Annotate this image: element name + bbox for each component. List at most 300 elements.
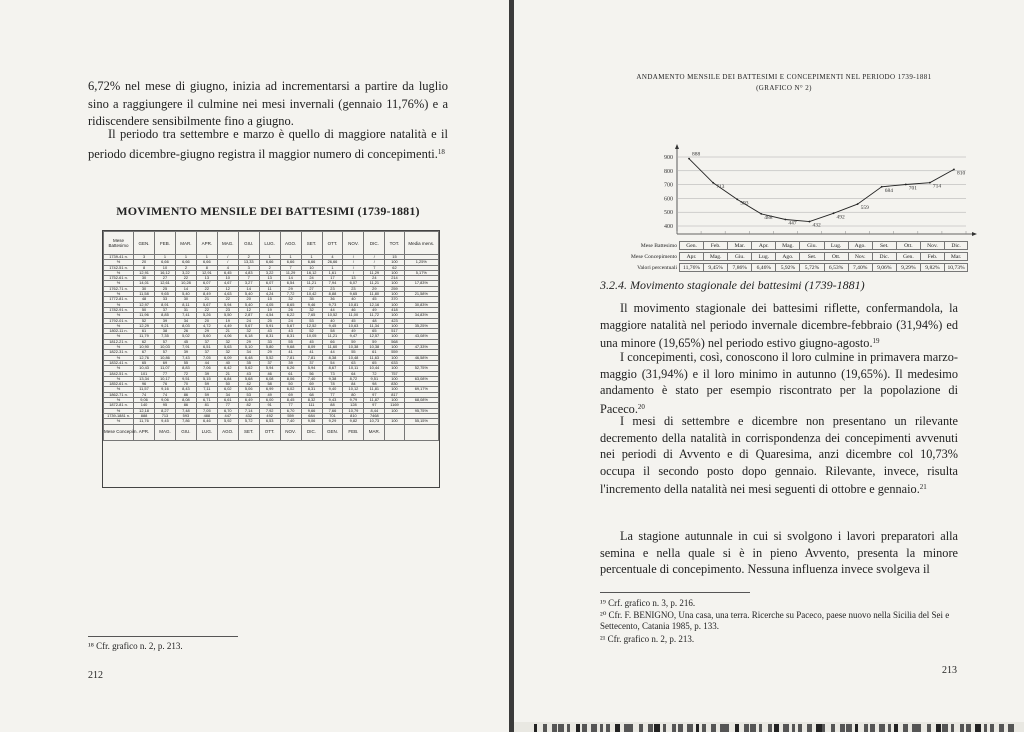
table-cell: 7,92 (259, 408, 280, 413)
strip-mark (591, 724, 597, 732)
table-cell: 100 (385, 323, 404, 328)
strip-mark (768, 724, 772, 732)
y-tick-label: 600 (664, 196, 673, 203)
table-cell: 59 (196, 392, 217, 397)
table-cell: 4,49 (217, 323, 238, 328)
table-cell: 39 (280, 360, 301, 365)
table-cell: APR. (196, 232, 217, 255)
table-cell: 77 (217, 403, 238, 408)
table-cell: 21 (217, 371, 238, 376)
table-cell: 2 (175, 265, 196, 270)
table-title: MOVIMENTO MENSILE DEI BATTESIMI (1739-1881) (116, 204, 420, 218)
table-cell: 77 (280, 403, 301, 408)
table-cell: 8,91 (155, 302, 176, 307)
table-cell: 810 (343, 413, 364, 418)
table-cell: 49 (364, 307, 385, 312)
table-cell: 5,94 (259, 366, 280, 371)
table-cell: 84 (343, 382, 364, 387)
table-cell: 10 (155, 265, 176, 270)
table-cell: APR. (134, 424, 155, 440)
table-cell: 53 (301, 318, 322, 323)
table-cell: 757 (385, 371, 404, 376)
table-cell: 6,07 (196, 281, 217, 286)
table-cell: 24 (238, 318, 259, 323)
data-point (784, 219, 786, 221)
table-cell: 6,70 (217, 408, 238, 413)
strip-mark (822, 724, 825, 732)
table-cell: 8,88 (322, 292, 343, 297)
right-paragraph-1-text: Il movimento stagionale dei battesimi riflette, confermandola, la maggiore natalità nel periodo invernale dicembre-febbraio (31,94%) ed una minore (19,65%) nel periodo estivo giugno-agosto. (600, 301, 958, 351)
table-cell: 56 (301, 371, 322, 376)
table-cell: 10,86 (155, 355, 176, 360)
table-cell: 16,12 (155, 270, 176, 275)
table-cell: 701 (322, 413, 343, 418)
table-cell: 14 (280, 276, 301, 281)
table-cell: 11,80 (364, 292, 385, 297)
chart-table-cell: 5,92% (775, 263, 799, 272)
table-cell: 5,40 (175, 292, 196, 297)
table-cell: 6,66 (175, 260, 196, 265)
table-cell: 11,34 (364, 323, 385, 328)
strip-mark (744, 724, 749, 732)
chart-title-line-1: ANDAMENTO MENSILE DEI BATTESIMI E CONCEPIMENTI NEL PERIODO 1739-1881 (636, 73, 932, 81)
data-point (688, 158, 690, 160)
table-cell: 10 (301, 265, 322, 270)
table-cell: 6,70 (280, 408, 301, 413)
table-cell: 4,72 (196, 323, 217, 328)
table-cell: 6,02 (280, 387, 301, 392)
strip-mark (792, 724, 795, 732)
table-cell: 7,41 (175, 313, 196, 318)
strip-mark (984, 724, 987, 732)
table-cell: SET. (301, 232, 322, 255)
table-cell: 7,11 (196, 387, 217, 392)
table-cell: 74 (134, 392, 155, 397)
table-cell: 8,83 (175, 366, 196, 371)
chart-table-cell: Nov. (920, 241, 944, 250)
table-cell: 11,96 (134, 313, 155, 318)
table-cell: 29 (280, 286, 301, 291)
table-cell: 12,61 (155, 281, 176, 286)
table-cell: MAG. (217, 232, 238, 255)
chart-table-cell: Mag. (703, 252, 727, 261)
table-cell: 1812-21 n. (104, 339, 134, 344)
table-cell: 2 (238, 255, 259, 260)
table-cell: 5,60 (196, 334, 217, 339)
table-cell: 5,02 (175, 334, 196, 339)
table-cell: 11,21 (322, 334, 343, 339)
table-cell: 5,40 (238, 292, 259, 297)
table-cell: 5,94 (217, 302, 238, 307)
table-cell: 77 (155, 371, 176, 376)
x-axis-arrow (972, 232, 977, 236)
table-cell: Mese Concepim. (104, 424, 134, 440)
table-cell: 7,14 (238, 408, 259, 413)
table-cell: 100 (385, 366, 404, 371)
chart-table-cell: Giu. (727, 252, 751, 261)
table-cell: 11,63 (364, 355, 385, 360)
table-cell: 34 (238, 350, 259, 355)
table-cell: 65 (134, 360, 155, 365)
table-cell: / (343, 270, 364, 275)
table-cell: 69 (301, 382, 322, 387)
data-point (881, 186, 883, 188)
strip-mark (864, 724, 868, 732)
chart-table-cell: 9,45% (703, 263, 727, 272)
table-cell: 32 (217, 350, 238, 355)
table-cell: 593 (175, 413, 196, 418)
strip-mark (870, 724, 875, 732)
chart-table-cell: 6,53% (824, 263, 848, 272)
table-cell: 30 (175, 297, 196, 302)
table-cell: 11,29 (280, 270, 301, 275)
strip-mark (855, 724, 858, 732)
table-cell: 7,81 (301, 355, 322, 360)
table-cell: 72 (364, 371, 385, 376)
strip-mark (990, 724, 994, 732)
table-cell: 34,83% (404, 313, 438, 318)
data-point (760, 213, 762, 215)
table-cell: 11,58 (134, 292, 155, 297)
strip-mark (615, 724, 620, 732)
table-cell: 52 (134, 318, 155, 323)
table-cell: 58 (322, 329, 343, 334)
table-cell: 9,06 (134, 398, 155, 403)
chart-table-row (614, 262, 969, 273)
table-cell: 6,61 (217, 398, 238, 403)
table-cell: % (104, 345, 134, 350)
table-cell: 10,73 (364, 419, 385, 424)
table-cell: 43,08% (404, 334, 438, 339)
table-cell: 7,91 (175, 345, 196, 350)
table-cell: 4 (322, 255, 343, 260)
table-cell: 5,80 (259, 345, 280, 350)
table-cell: 12 (238, 307, 259, 312)
table-cell: 61 (364, 350, 385, 355)
y-tick-label: 800 (664, 168, 673, 175)
table-cell: 40 (322, 318, 343, 323)
table-cell: 55 (175, 360, 196, 365)
table-cell: 47,33% (404, 345, 438, 350)
table-cell: 55 (343, 350, 364, 355)
table-cell: 7,05 (196, 408, 217, 413)
table-cell: 559 (280, 413, 301, 418)
table-cell: 6,42 (217, 366, 238, 371)
table-cell: 8,72 (343, 376, 364, 381)
table-cell: 1872-81 n. (104, 403, 134, 408)
data-label: 701 (908, 185, 918, 192)
strip-mark (552, 724, 557, 732)
chart-table-cell: 7,40% (848, 263, 872, 272)
strip-mark (975, 724, 981, 732)
table-cell: 1,25% (404, 260, 438, 265)
table-cell: 66 (322, 339, 343, 344)
table-cell: 29 (364, 286, 385, 291)
chart-table-cell: 10,73% (944, 263, 968, 272)
table-cell: 20 (196, 318, 217, 323)
chart-table-cell: Mar. (944, 252, 968, 261)
strip-mark (759, 724, 762, 732)
strip-mark (654, 724, 660, 732)
table-cell: 52,75% (404, 366, 438, 371)
table-cell: 8,49 (196, 292, 217, 297)
footnote-20: ²⁰ Cfr. F. BENIGNO, Una casa, una terra. Ricerche su Paceco, paese nuovo nella Sicilia del Sei e Settecento, Catania 1985, p. 133. (600, 610, 950, 631)
section-title: 3.2.4. Movimento stagionale dei battesimi (1739-1881) (600, 278, 865, 292)
table-cell: % (104, 387, 134, 392)
table-cell: 32 (301, 307, 322, 312)
strip-mark (576, 724, 580, 732)
strip-mark (894, 724, 898, 732)
table-cell: 21 (196, 297, 217, 302)
table-cell: 1772-81 n. (104, 297, 134, 302)
table-cell: / (364, 255, 385, 260)
table-cell: 76 (155, 382, 176, 387)
table-cell: 57 (155, 350, 176, 355)
table-cell: 1852-61 n. (104, 382, 134, 387)
table-cell: 49 (259, 392, 280, 397)
table-cell: 5,06 (238, 387, 259, 392)
table-cell: 13 (259, 276, 280, 281)
table-cell: 80 (343, 392, 364, 397)
table-cell: 100 (385, 302, 404, 307)
table-cell: 5,40 (238, 302, 259, 307)
data-label: 593 (740, 200, 749, 207)
table-cell: 5,67 (280, 323, 301, 328)
table-cell: 25 (155, 286, 176, 291)
table-cell: 447 (217, 413, 238, 418)
table-cell: 559 (385, 350, 404, 355)
table-cell: 20 (238, 297, 259, 302)
strip-mark (630, 724, 633, 732)
table-cell: 4,06 (217, 334, 238, 339)
chart-table-row-label: Mese Concepimento (630, 253, 677, 260)
table-cell: 1 (259, 255, 280, 260)
table-cell: 1762-71 n. (104, 286, 134, 291)
table-cell: 1802-11 n. (104, 329, 134, 334)
table-cell: 100 (385, 270, 404, 275)
table-cell: 24 (364, 276, 385, 281)
table-cell: 61 (134, 329, 155, 334)
table-cell: 97 (364, 403, 385, 408)
right-paragraph-3 (600, 413, 958, 498)
data-label: 488 (764, 214, 773, 221)
table-cell: 684 (301, 413, 322, 418)
table-cell: 9,79 (343, 398, 364, 403)
strip-mark (582, 724, 587, 732)
table-cell: 57 (155, 339, 176, 344)
table-cell: 9,66 (301, 408, 322, 413)
table-cell: 68,08% (404, 398, 438, 403)
table-cell: 95 (155, 403, 176, 408)
table-cell: 6,48 (238, 355, 259, 360)
table-cell: 11,29 (364, 270, 385, 275)
table-cell: 9,06 (301, 419, 322, 424)
table-cell: NOV. (343, 232, 364, 255)
table-cell: 888 (134, 413, 155, 418)
right-paragraph-2 (600, 349, 958, 417)
table-cell: 6,66 (259, 260, 280, 265)
table-cell: 11,00 (343, 313, 364, 318)
table-cell: 8 (134, 265, 155, 270)
chart-table-cell: Feb. (703, 241, 727, 250)
table-cell: LUG. (196, 424, 217, 440)
table-cell: 32 (280, 297, 301, 302)
table-cell: 8,32 (301, 398, 322, 403)
table-cell: % (104, 270, 134, 275)
chart-table-cell: 11,76% (679, 263, 703, 272)
strip-mark (966, 724, 971, 732)
table-cell: 45 (301, 339, 322, 344)
table-cell: 31 (175, 307, 196, 312)
table-cell: 830 (385, 382, 404, 387)
table-cell: 10,81 (343, 302, 364, 307)
table-cell: 6,46 (196, 419, 217, 424)
data-point (857, 203, 859, 205)
table-cell: 26 (175, 329, 196, 334)
table-cell: 34 (175, 318, 196, 323)
table-cell: 7,86 (175, 419, 196, 424)
table-cell: 15 (259, 297, 280, 302)
table-cell: 9,06 (155, 398, 176, 403)
table-cell: 36 (322, 297, 343, 302)
table-cell: 8,09 (301, 345, 322, 350)
table-cell: 7468 (364, 413, 385, 418)
table-cell: 11,76 (134, 419, 155, 424)
table-cell: 50 (134, 307, 155, 312)
table-cell: 21,58% (404, 292, 438, 297)
table-cell: 7,40 (280, 419, 301, 424)
table-cell: 6,18 (238, 334, 259, 339)
table-cell: / (217, 260, 238, 265)
right-paragraph-3-text: I mesi di settembre e dicembre non presentano un rilevante decremento della natalità in corrispondenza dei concepimenti avvenuti nei periodi di Avvento e di Quaresima, anzi dicembre col 10,73% occupa il secondo posto dopo gennaio. Rilevante, invece, risulta l'incremento della natalità nei mesi seguenti di ottobre e gennaio. (600, 414, 958, 497)
table-cell: 9,45 (322, 323, 343, 328)
table-cell: 10,43 (134, 366, 155, 371)
table-cell: 5,15 (196, 376, 217, 381)
table-cell: % (104, 313, 134, 318)
table-cell: 24 (280, 318, 301, 323)
table-cell: 3,22 (175, 270, 196, 275)
table-cell: 21 (217, 329, 238, 334)
strip-mark (888, 724, 891, 732)
table-cell: % (104, 281, 134, 286)
table-cell: 7,05 (196, 355, 217, 360)
chart-table-cell: 9,82% (920, 263, 944, 272)
table-cell: 7,81 (280, 355, 301, 360)
y-tick-label: 900 (664, 155, 673, 161)
table-cell: 6,07 (343, 281, 364, 286)
chart-table-cell: 7,86% (727, 263, 751, 272)
table-cell: 22 (196, 286, 217, 291)
table-cell: 43 (280, 329, 301, 334)
table-cell: 9,68 (280, 345, 301, 350)
strip-mark (807, 724, 812, 732)
table-cell: 69 (155, 360, 176, 365)
table-cell: 17 (322, 276, 343, 281)
scan-edge-strip (514, 722, 1024, 732)
table-cell: 7,94 (322, 281, 343, 286)
chart-table-cell: Gen. (896, 252, 920, 261)
table-cell: 10,28 (175, 281, 196, 286)
table-cell: 1169 (385, 403, 404, 408)
strip-mark (567, 724, 570, 732)
table-cell: 2,87 (238, 313, 259, 318)
table-cell: 568 (385, 339, 404, 344)
chart-table-cell: 6,46% (751, 263, 775, 272)
table-cell: GIU. (175, 424, 196, 440)
y-tick-label: 500 (664, 210, 673, 217)
table-cell: AGO. (280, 232, 301, 255)
table-cell: 1 (322, 265, 343, 270)
table-cell: 96 (134, 382, 155, 387)
table-cell: 492 (259, 413, 280, 418)
table-cell: 10,03 (155, 345, 176, 350)
table-cell: 44 (322, 307, 343, 312)
table-cell: 50 (217, 382, 238, 387)
table-cell: 20 (134, 260, 155, 265)
table-cell: 8,43 (175, 387, 196, 392)
table-cell: 101 (134, 371, 155, 376)
table-cell: 5,91 (259, 323, 280, 328)
table-cell: 1742-51 n. (104, 265, 134, 270)
table-cell: 35 (301, 297, 322, 302)
table-cell: 12,76 (134, 355, 155, 360)
table-cell: 27 (301, 286, 322, 291)
table-cell: 6,66 (301, 260, 322, 265)
strip-mark (720, 724, 726, 732)
table-cell: % (104, 292, 134, 297)
table-cell: 10,90 (134, 345, 155, 350)
data-label: 492 (836, 214, 845, 221)
table-cell: 70 (175, 382, 196, 387)
chart-table-cell: Lug. (824, 241, 848, 250)
table-cell: 370 (385, 297, 404, 302)
strip-mark (912, 724, 918, 732)
table-cell: 4,63 (217, 292, 238, 297)
table-cell: 4,24 (259, 292, 280, 297)
strip-mark (783, 724, 789, 732)
table-cell: 1739-41 n. (104, 255, 134, 260)
strip-mark (1008, 724, 1014, 732)
table-cell: 3 (238, 265, 259, 270)
table-cell: 43 (259, 329, 280, 334)
table-cell: 259 (385, 286, 404, 291)
table-cell: 7,66 (322, 408, 343, 413)
data-point (809, 221, 811, 223)
chart-table-cell: Mag. (775, 241, 799, 250)
table-cell: 59 (364, 339, 385, 344)
table-cell: 1832-41 n. (104, 360, 134, 365)
strip-mark (600, 724, 603, 732)
table-cell: 49 (343, 329, 364, 334)
table-cell: 29 (196, 329, 217, 334)
table-cell: 55 (280, 339, 301, 344)
table-cell: 4,05 (259, 302, 280, 307)
table-cell: 100 (385, 345, 404, 350)
table-cell: 43 (238, 371, 259, 376)
table-cell: 13,34 (134, 376, 155, 381)
table-cell: 37 (259, 360, 280, 365)
table-cell: 100 (385, 419, 404, 424)
strip-mark (750, 724, 756, 732)
table-cell: 1739-1881 n. (104, 413, 134, 418)
strip-mark (648, 724, 653, 732)
footnote-19: ¹⁹ Crf. grafico n. 3, p. 216. (600, 598, 696, 608)
table-cell: 39 (196, 371, 217, 376)
table-cell: 23 (217, 307, 238, 312)
table-cell: 12,97 (134, 302, 155, 307)
table-cell: 11 (259, 286, 280, 291)
table-cell: % (104, 355, 134, 360)
